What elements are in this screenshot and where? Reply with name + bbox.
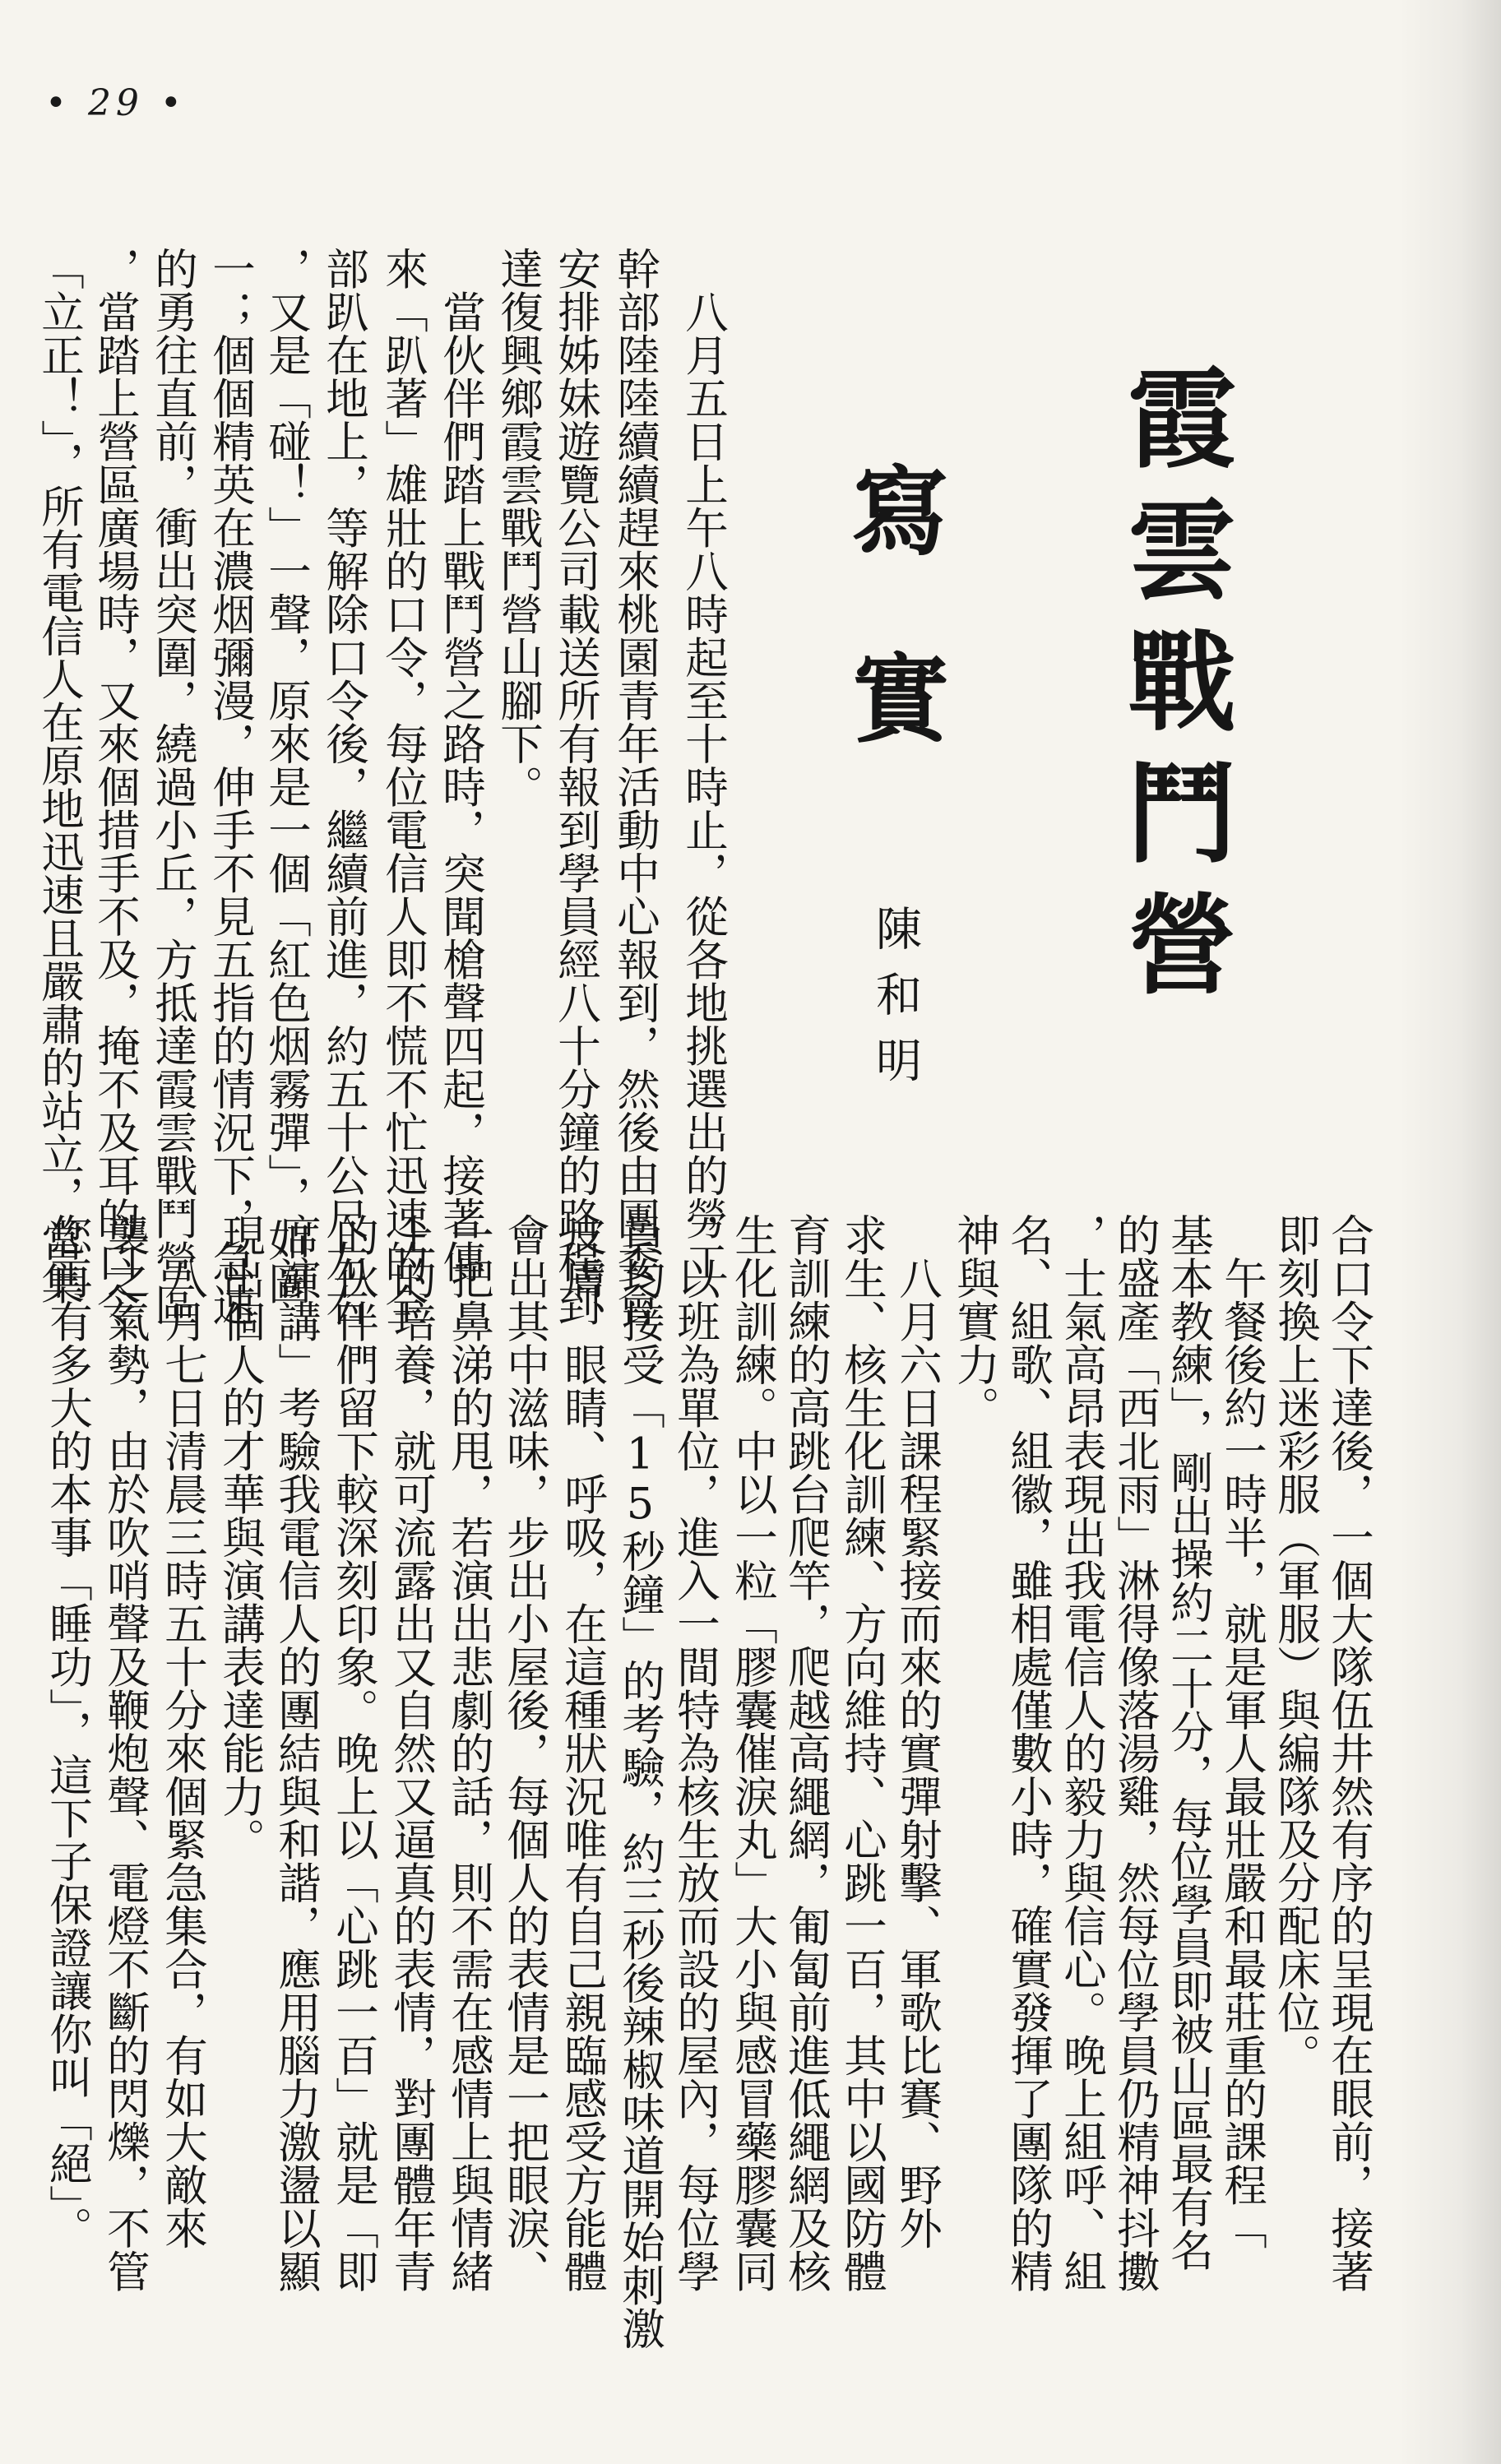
body-column: 安排姊妹遊覽公司載送所有報到學員經八十分鐘的路程到 (551, 247, 601, 1327)
body-column: 合口令下達後，一個大隊伍井然有序的呈現在眼前，接著 (1324, 1213, 1374, 2293)
body-column: 的勇往直前，衝出突圍，繞過小丘，方抵達霞雲戰鬥營區 (148, 247, 198, 1327)
body-column: 您再有多大的本事「睡功」，這下子保證讓你叫「絕」。 (43, 1213, 93, 2249)
body-column: 一；個個精英在濃烟彌漫，伸手不見五指的情況下，急速 (206, 247, 256, 1327)
article-title: 霞雲戰鬥營 (1109, 362, 1236, 1020)
body-column: 達復興鄉霞雲戰鬥營山腳下。 (493, 247, 544, 808)
body-column: 名、組歌、組徽，雖相處僅數小時，確實發揮了團隊的精 (1003, 1213, 1054, 2293)
page-edge-shadow (1398, 0, 1501, 2464)
body-column: 育訓練的高跳台爬竿，爬越高繩網，匍匐前進低繩網及核 (781, 1213, 832, 2293)
body-column: 求生、核生化訓練、方向維持、心跳一百，其中以國防體 (837, 1213, 887, 2293)
body-column: 基本教練」，剛出操約二十分，每位學員即被山區最有名 (1164, 1213, 1214, 2272)
article-subtitle: 寫實 (836, 461, 950, 836)
body-column: 八月五日上午八時起至十時止，從各地挑選出的勞工 (679, 247, 729, 1283)
body-column: 員均接受「15秒鐘」的考驗，約三秒後辣椒味道開始刺激 (615, 1213, 665, 2350)
body-column: 八月六日課程緊接而來的實彈射擊、軍歌比賽、野外 (892, 1213, 943, 2249)
body-column: 現出個人的才華與演講表達能力。 (215, 1213, 266, 1861)
body-column: 的盛產「西北雨」淋得像落湯雞，然每位學員仍精神抖擻 (1110, 1213, 1160, 2293)
body-column: ，又是「碰！」一聲，原來是一個「紅色烟霧彈」，如圖 (262, 247, 312, 1305)
body-column: ，當踏上營區廣場時，又來個措手不及，掩不及耳的口令 (90, 247, 141, 1327)
body-column: 襲之氣勢，由於吹哨聲及鞭炮聲、電燈不斷的閃爍，不管 (100, 1213, 151, 2293)
body-column: 生化訓練。中以一粒「膠囊催淚丸」大小與感冒藥膠囊同 (728, 1213, 778, 2293)
body-column: 部趴在地上，等解除口令後，繼續前進，約五十公尺左右 (319, 247, 369, 1327)
body-column: 會出其中滋味，步出小屋後，每個人的表情是一把眼淚、 (500, 1213, 550, 2293)
article-author: 陳和明 (869, 905, 922, 1102)
body-column: 來「趴著」雄壯的口令，每位電信人即不慌不忙迅速的全 (378, 247, 429, 1327)
body-column: 神與實力。 (950, 1213, 1000, 1429)
body-column: 席演講」考驗我電信人的團結與和諧，應用腦力激盪以顯 (271, 1213, 322, 2293)
body-column: 上的培養，就可流露出又自然又逼真的表情，對團體年青 (387, 1213, 437, 2293)
body-column: 當伙伴們踏上戰鬥營之路時，突聞槍聲四起，接著傳 (436, 247, 486, 1283)
body-column: 的伙伴們留下較深刻印象。晚上以「心跳一百」就是「即 (329, 1213, 379, 2293)
body-column: 八月七日清晨三時五十分來個緊急集合，有如大敵來 (158, 1213, 208, 2249)
body-column: 幹部陸陸續續趕來桃園青年活動中心報到，然後由團委會 (610, 247, 660, 1327)
body-column: 一把鼻涕的甩，若演出悲劇的話，則不需在感情上與情緒 (444, 1213, 494, 2293)
body-column: 「立正！」，所有電信人在原地迅速且嚴肅的站立，當集 (35, 247, 85, 1305)
page-number: • 29 • (45, 82, 187, 124)
body-column: 午餐後約一時半，就是軍人最壯嚴和最莊重的課程「 (1217, 1213, 1267, 2249)
body-column: ，士氣高昂表現出我電信人的毅力與信心。晚上組呼、組 (1057, 1213, 1107, 2293)
body-column: 皮膚、眼睛、呼吸，在這種狀況唯有自己親臨感受方能體 (558, 1213, 608, 2293)
body-column: ，以班為單位，進入一間特為核生放而設的屋內，每位學 (670, 1213, 720, 2293)
body-column: 即刻換上迷彩服（軍服）與編隊及分配床位。 (1271, 1213, 1321, 2077)
